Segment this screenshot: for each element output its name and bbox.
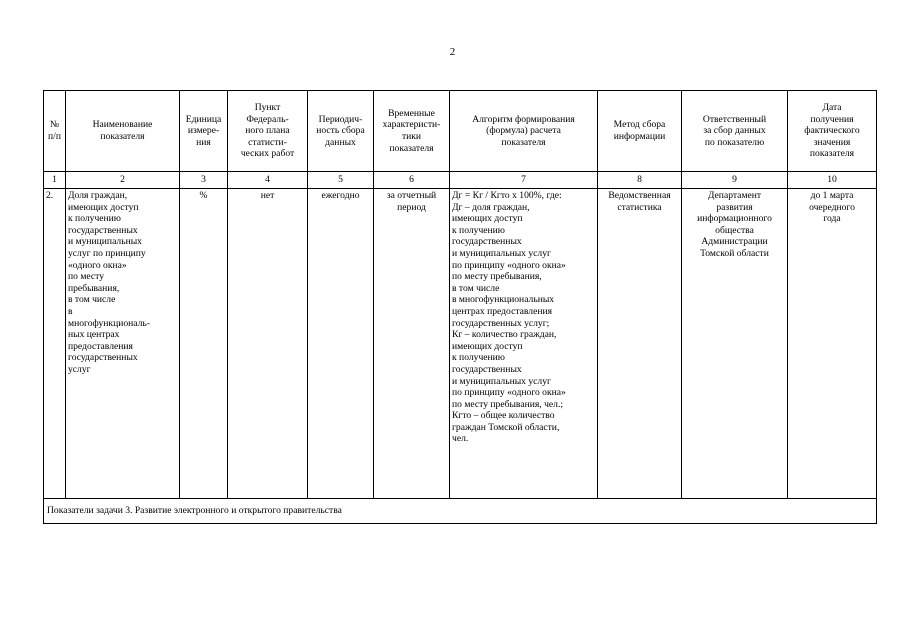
- header-row: [44, 91, 877, 172]
- row-number-cell: 2.: [44, 189, 66, 499]
- unit-cell: %: [180, 189, 228, 499]
- section-title: Показатели задачи 3. Развитие электронного и открытого правительства: [44, 499, 877, 524]
- column-number: 3: [180, 172, 228, 189]
- header-cell-periodicity: Периодич- ность сбора данных: [308, 91, 374, 172]
- column-number: 10: [788, 172, 877, 189]
- header-cell-federal-plan: Пункт Федераль- ного плана статисти- ческих работ: [228, 91, 308, 172]
- time-characteristics-cell: за отчетный период: [374, 189, 450, 499]
- column-number: 5: [308, 172, 374, 189]
- indicators-table: [43, 90, 877, 524]
- column-number: 6: [374, 172, 450, 189]
- algorithm-cell: Дг = Кг / Кгто х 100%, где: Дг – доля граждан, имеющих доступ к получению государственных и муниципальных услуг по принципу «одного окна» по месту пребывания, в том числе в многофункциональных центрах предоставления государственных услуг; Кг – количество граждан, имеющих доступ к получению государственных и муниципальных услуг по принципу «одного окна» по месту пребывания, чел.; Кгто – общее количество граждан Томской области, чел.: [450, 189, 598, 499]
- federal-plan-cell: нет: [228, 189, 308, 499]
- header-cell-algorithm: Алгоритм формирования (формула) расчета показателя: [450, 91, 598, 172]
- header-cell-date: Дата получения фактического значения показателя: [788, 91, 877, 172]
- column-number: 9: [682, 172, 788, 189]
- collection-method-cell: Ведомственная статистика: [598, 189, 682, 499]
- column-number: 8: [598, 172, 682, 189]
- page-number: 2: [449, 46, 456, 58]
- header-cell-unit: Единица измере- ния: [180, 91, 228, 172]
- column-numbers-row: [44, 172, 877, 189]
- column-number: 2: [66, 172, 180, 189]
- column-number: 7: [450, 172, 598, 189]
- section-row: [44, 499, 877, 524]
- column-number: 4: [228, 172, 308, 189]
- header-cell-time-characteristics: Временные характеристи- тики показателя: [374, 91, 450, 172]
- responsible-cell: Департамент развития информационного общества Администрации Томской области: [682, 189, 788, 499]
- column-number: 1: [44, 172, 66, 189]
- periodicity-cell: ежегодно: [308, 189, 374, 499]
- date-cell: до 1 марта очередного года: [788, 189, 877, 499]
- indicator-name-cell: Доля граждан, имеющих доступ к получению государственных и муниципальных услуг по принципу «одного окна» по месту пребывания, в том числе в многофункциональ- ных центрах предоставления государственных услуг: [66, 189, 180, 499]
- header-cell-number: № п/п: [44, 91, 66, 172]
- table-row: [44, 189, 877, 499]
- header-cell-name: Наименование показателя: [66, 91, 180, 172]
- header-cell-collection-method: Метод сбора информации: [598, 91, 682, 172]
- header-cell-responsible: Ответственный за сбор данных по показателю: [682, 91, 788, 172]
